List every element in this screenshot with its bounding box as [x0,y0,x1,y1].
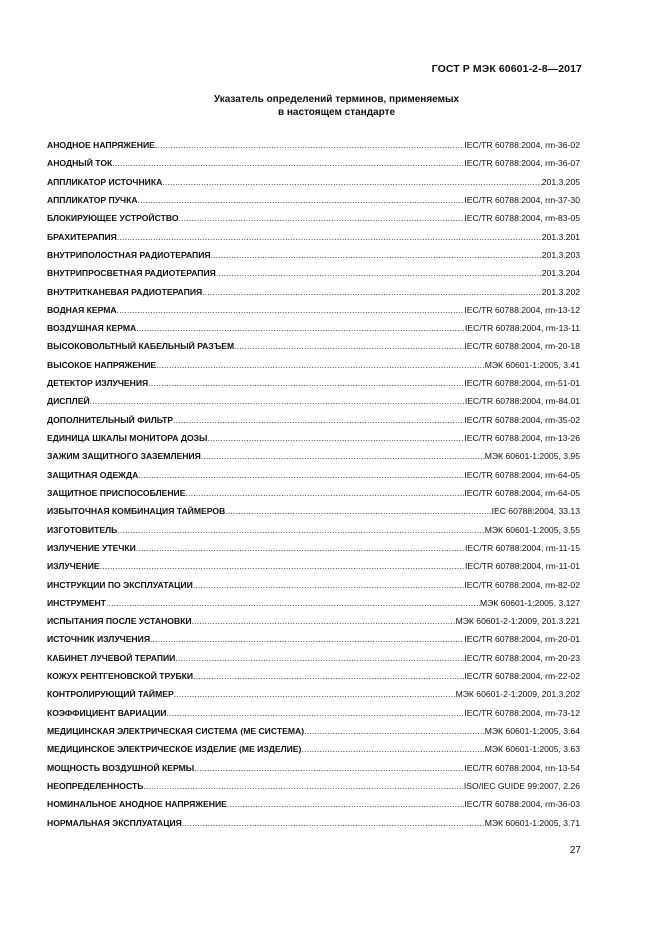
term-entry [47,415,580,433]
term-name: АНОДНОЕ НАПРЯЖЕНИЕ [47,140,155,150]
dot-leader [136,323,465,333]
term-name: НОРМАЛЬНАЯ ЭКСПЛУАТАЦИЯ [47,817,182,828]
term-entry [47,323,580,341]
dot-leader [138,470,464,480]
term-reference: IEC/TR 60788:2004, rm-64-05 [464,487,580,498]
dot-leader [182,818,485,828]
term-entry [47,689,580,707]
term-name: ДЕТЕКТОР ИЗЛУЧЕНИЯ [47,378,149,389]
term-reference: МЭК 60601-1:2005, 3.71 [484,817,580,828]
term-entry [47,268,580,286]
term-name: ИЗЛУЧЕНИЕ [47,561,100,572]
term-entry [47,799,580,817]
term-entry [47,360,580,378]
term-entry [47,378,580,396]
term-reference: IEC/TR 60788:2004, rm-13-11 [465,323,580,334]
dot-leader [193,580,465,590]
dot-leader [148,378,464,388]
term-reference: IEC/TR 60788:2004, rm-11-01 [465,561,580,572]
term-name: КОЖУХ РЕНТГЕНОВСКОЙ ТРУБКИ [47,671,194,682]
term-entry [47,396,580,414]
term-entry [47,708,580,726]
term-name: ВОДНАЯ КЕРМА [47,304,117,315]
term-reference: IEC/TR 60788:2004, rm-83-05 [464,213,580,224]
term-name: НЕОПРЕДЕЛЕННОСТЬ [47,780,144,791]
term-reference: МЭК 60601-2-1:2009, 201.3.221 [455,616,580,627]
term-name: ЕДИНИЦА ШКАЛЫ МОНИТОРА ДОЗЫ [47,433,208,443]
term-entry [47,580,580,598]
dot-leader [156,360,485,370]
term-name: АНОДНЫЙ ТОК [47,158,113,169]
dot-leader [117,525,484,535]
term-name: ВНУТРИПОЛОСТНАЯ РАДИОТЕРАПИЯ [47,249,211,260]
term-name: БРАХИТЕРАПИЯ [47,231,117,242]
dot-leader [174,689,456,699]
term-name: МОЩНОСТЬ ВОЗДУШНОЙ КЕРМЫ [47,762,195,773]
dot-leader [175,653,464,663]
term-name: ВНУТРИТКАНЕВАЯ РАДИОТЕРАПИЯ [47,286,203,297]
term-entry [47,634,580,652]
term-entry [47,744,580,762]
dot-leader [194,763,464,773]
term-name: ИНСТРУМЕНТ [47,597,106,608]
term-reference: МЭК 60601-1:2005, 3.95 [484,451,580,462]
term-entry [47,763,580,781]
dot-leader [173,415,464,425]
term-reference: IEC/TR 60788:2004, rm-11-15 [465,542,580,553]
dot-leader [112,158,464,168]
term-name: ВЫСОКОВОЛЬТНЫЙ КАБЕЛЬНЫЙ РАЗЪЕМ [47,341,235,352]
term-reference: IEC 60788:2004, 33.13 [491,506,580,517]
term-reference: 201.3.204 [541,268,580,279]
term-reference: IEC/TR 60788:2004, rm-20-18 [464,341,580,352]
term-reference: IEC/TR 60788:2004, rm-22-02 [464,671,580,682]
term-name: КАБИНЕТ ЛУЧЕВОЙ ТЕРАПИИ [47,652,176,663]
term-name: БЛОКИРУЮЩЕЕ УСТРОЙСТВО [47,213,179,224]
term-entry [47,653,580,671]
term-reference: IEC/TR 60788:2004, rm-36-02 [464,140,580,150]
term-reference: IEC/TR 60788:2004, rm-13-26 [464,433,580,443]
term-reference: IEC/TR 60788:2004, rm-64-05 [464,469,580,480]
term-name: НОМИНАЛЬНОЕ АНОДНОЕ НАПРЯЖЕНИЕ [47,799,227,810]
term-reference: 201.3.201 [541,231,580,242]
term-entry [47,451,580,469]
term-entry [47,158,580,176]
dot-leader [227,799,465,809]
term-reference: МЭК 60601-1:2005, 3.63 [484,744,580,755]
term-entry [47,488,580,506]
term-entry [47,341,580,359]
term-entry [47,195,580,213]
dot-leader [185,488,464,498]
term-reference: МЭК 60601-2-1:2009, 201.3.202 [455,689,580,700]
dot-leader [301,744,484,754]
term-entry [47,250,580,268]
dot-leader [117,305,465,315]
term-name: КОНТРОЛИРУЮЩИЙ ТАЙМЕР [47,689,174,700]
term-entry [47,598,580,616]
term-reference: IEC/TR 60788:2004, rm-82-02 [464,579,580,590]
term-name: ДОПОЛНИТЕЛЬНЫЙ ФИЛЬТР [47,414,174,425]
term-name: ИНСТРУКЦИИ ПО ЭКСПЛУАТАЦИИ [47,579,193,590]
term-reference: 201.3.203 [541,249,580,260]
term-reference: МЭК 60601-1:2005, 3.64 [484,726,580,736]
term-name: МЕДИЦИНСКАЯ ЭЛЕКТРИЧЕСКАЯ СИСТЕМА (МЕ СИСТЕМА) [47,726,305,736]
term-entry [47,506,580,524]
dot-leader [192,616,456,626]
index-title-line-1: Указатель определений терминов, применяемых [213,94,460,105]
dot-leader [117,232,542,242]
dot-leader [211,250,542,260]
term-name: ВНУТРИПРОСВЕТНАЯ РАДИОТЕРАПИЯ [47,268,216,279]
term-reference: IEC/TR 60788:2004, rm-20-23 [464,652,580,663]
index-title-line-2: в настоящем стандарте [277,107,396,118]
term-entry [47,287,580,305]
term-name: ЗАЖИМ ЗАЩИТНОГО ЗАЗЕМЛЕНИЯ [47,451,201,462]
term-reference: МЭК 60601-1:2005, 3.127 [479,597,580,608]
term-reference: IEC/TR 60788:2004, rm-36-03 [464,799,580,810]
dot-leader [193,671,464,681]
index-title [0,93,661,119]
term-entry [47,543,580,561]
dot-leader [150,634,464,644]
dot-leader [90,396,465,406]
term-entry [47,781,580,799]
dot-leader [138,195,465,205]
term-entry [47,726,580,744]
term-reference: 201.3.205 [541,176,580,187]
dot-leader [207,433,464,443]
term-entry [47,671,580,689]
dot-leader [202,287,542,297]
term-name: МЕДИЦИНСКОЕ ЭЛЕКТРИЧЕСКОЕ ИЗДЕЛИЕ (МЕ ИЗДЕЛИЕ) [47,744,302,755]
term-reference: IEC/TR 60788:2004, rm-36-07 [464,158,580,169]
term-name: АППЛИКАТОР ПУЧКА [47,194,138,205]
dot-leader [234,341,464,351]
term-name: КОЭФФИЦИЕНТ ВАРИАЦИИ [47,707,167,718]
document-code: ГОСТ Р МЭК 60601-2-8—2017 [431,63,582,75]
term-reference: МЭК 60601-1:2005, 3.41 [484,359,580,370]
term-name: ИСПЫТАНИЯ ПОСЛЕ УСТАНОВКИ [47,616,192,627]
dot-leader [225,506,491,516]
term-entry [47,561,580,579]
term-reference: IEC/TR 60788:2004, rm-37-30 [464,194,580,205]
term-entry [47,525,580,543]
dot-leader [100,561,465,571]
term-reference: IEC/TR 60788:2004, rm-13-54 [464,762,580,773]
term-entry [47,305,580,323]
term-entry [47,818,580,836]
term-name: ВОЗДУШНАЯ КЕРМА [47,323,137,334]
term-reference: IEC/TR 60788:2004, rm-84.01 [464,396,580,407]
term-entry [47,232,580,250]
term-name: ИСТОЧНИК ИЗЛУЧЕНИЯ [47,634,150,645]
term-reference: IEC/TR 60788:2004, rm-51-01 [464,378,580,389]
term-entry [47,616,580,634]
term-name: ИЗБЫТОЧНАЯ КОМБИНАЦИЯ ТАЙМЕРОВ [47,506,226,517]
dot-leader [166,708,464,718]
term-reference: IEC/TR 60788:2004, rm-13-12 [464,304,580,315]
dot-leader [136,543,465,553]
term-reference: ISO/IEC GUIDE 99:2007, 2.26 [463,780,580,791]
term-entry [47,140,580,158]
term-entry [47,213,580,231]
term-reference: 201.3.202 [541,286,580,297]
dot-leader [143,781,464,791]
dot-leader [216,268,542,278]
term-entry [47,433,580,451]
page-number: 27 [569,845,581,856]
term-name: ДИСПЛЕЙ [47,396,90,407]
dot-leader [179,213,465,223]
dot-leader [304,726,485,736]
term-name: ЗАЩИТНАЯ ОДЕЖДА [47,469,139,480]
term-name: ВЫСОКОЕ НАПРЯЖЕНИЕ [47,359,157,370]
term-name: ИЗЛУЧЕНИЕ УТЕЧКИ [47,542,136,553]
term-name: ИЗГОТОВИТЕЛЬ [47,524,118,535]
dot-leader [155,140,464,150]
term-name: АППЛИКАТОР ИСТОЧНИКА [47,176,163,187]
dot-leader [162,177,541,187]
term-reference: IEC/TR 60788:2004, rm-20-01 [464,634,580,645]
term-reference: IEC/TR 60788:2004, rm-73-12 [464,707,580,718]
term-entry [47,177,580,195]
term-index-list [47,140,580,836]
term-entry [47,470,580,488]
term-reference: IEC/TR 60788:2004, rm-35-02 [464,414,580,425]
dot-leader [106,598,480,608]
dot-leader [201,451,485,461]
term-name: ЗАЩИТНОЕ ПРИСПОСОБЛЕНИЕ [47,487,186,498]
term-reference: МЭК 60601-1:2005, 3.55 [484,524,580,535]
